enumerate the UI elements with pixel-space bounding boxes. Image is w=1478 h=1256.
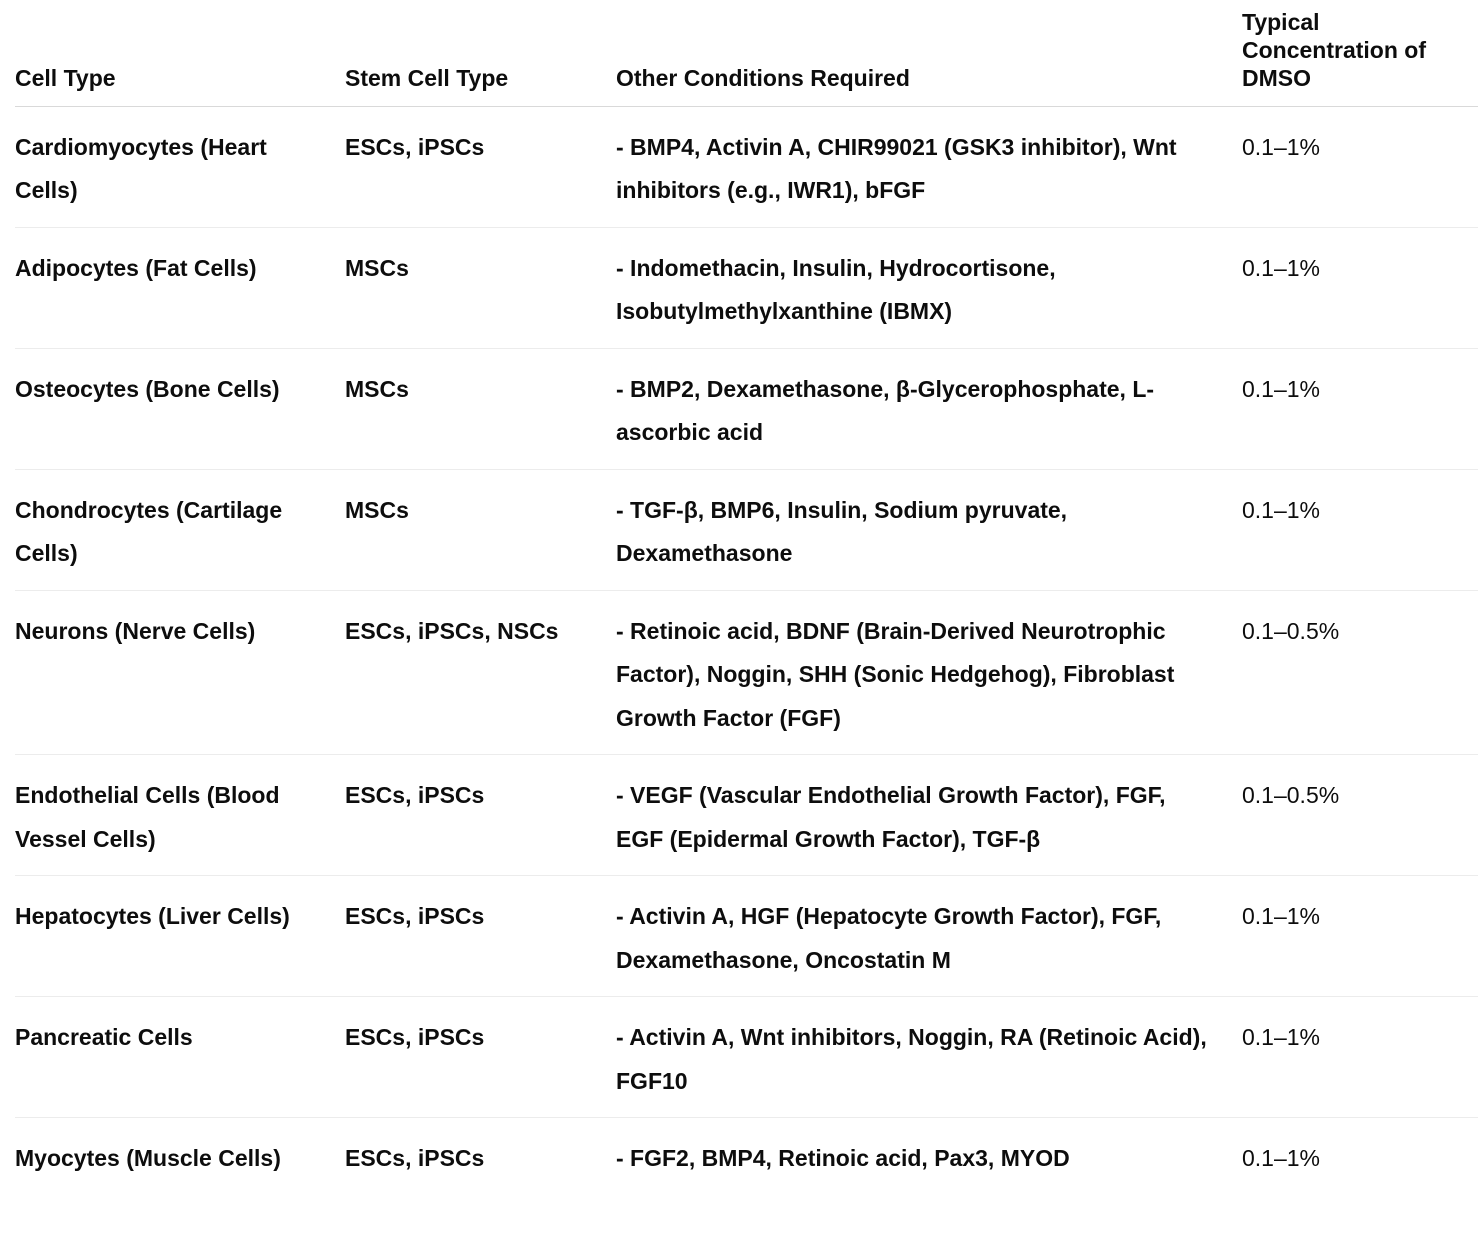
stem-cell-type: ESCs, iPSCs bbox=[345, 106, 616, 227]
dmso-concentration: 0.1–1% bbox=[1242, 997, 1478, 1118]
table-row bbox=[15, 997, 1478, 1118]
dmso-concentration: 0.1–1% bbox=[1242, 469, 1478, 590]
conditions: - Activin A, HGF (Hepatocyte Growth Factor), FGF, Dexamethasone, Oncostatin M bbox=[616, 876, 1242, 997]
cell-type: Chondrocytes (Cartilage Cells) bbox=[15, 469, 345, 590]
stem-cell-type: ESCs, iPSCs, NSCs bbox=[345, 590, 616, 755]
table-header bbox=[15, 0, 1478, 106]
conditions: - VEGF (Vascular Endothelial Growth Factor), FGF, EGF (Epidermal Growth Factor), TGF-β bbox=[616, 755, 1242, 876]
conditions: - Retinoic acid, BDNF (Brain-Derived Neurotrophic Factor), Noggin, SHH (Sonic Hedgehog), Fibroblast Growth Factor (FGF) bbox=[616, 590, 1242, 755]
dmso-concentration: 0.1–1% bbox=[1242, 348, 1478, 469]
header-stem-cell-type: Stem Cell Type bbox=[345, 0, 616, 106]
conditions: - FGF2, BMP4, Retinoic acid, Pax3, MYOD bbox=[616, 1145, 1070, 1171]
cell-type: Hepatocytes (Liver Cells) bbox=[15, 876, 345, 997]
cell-type: Neurons (Nerve Cells) bbox=[15, 590, 345, 755]
table-row bbox=[15, 1118, 1478, 1195]
conditions: - BMP2, Dexamethasone, β-Glycerophosphate, L-ascorbic acid bbox=[616, 348, 1242, 469]
stem-cell-type: ESCs, iPSCs bbox=[345, 755, 616, 876]
table-body bbox=[15, 106, 1478, 1195]
table-row bbox=[15, 227, 1478, 348]
conditions: - Indomethacin, Insulin, Hydrocortisone, Isobutylmethylxanthine (IBMX) bbox=[616, 227, 1242, 348]
table-row bbox=[15, 348, 1478, 469]
dmso-concentration: 0.1–1% bbox=[1242, 1145, 1321, 1171]
conditions: - BMP4, Activin A, CHIR99021 (GSK3 inhibitor), Wnt inhibitors (e.g., IWR1), bFGF bbox=[616, 106, 1242, 227]
cell-type: Pancreatic Cells bbox=[15, 997, 345, 1118]
table-row bbox=[15, 876, 1478, 997]
table-row bbox=[15, 590, 1478, 755]
differentiation-table-container bbox=[15, 0, 1478, 1195]
dmso-concentration: 0.1–1% bbox=[1242, 227, 1478, 348]
cell-type: Adipocytes (Fat Cells) bbox=[15, 227, 345, 348]
cell-type: Cardiomyocytes (Heart Cells) bbox=[15, 106, 345, 227]
conditions: - TGF-β, BMP6, Insulin, Sodium pyruvate, Dexamethasone bbox=[616, 469, 1242, 590]
dmso-concentration: 0.1–1% bbox=[1242, 876, 1478, 997]
stem-cell-type: MSCs bbox=[345, 227, 616, 348]
dmso-concentration: 0.1–0.5% bbox=[1242, 590, 1478, 755]
stem-cell-type: ESCs, iPSCs bbox=[345, 876, 616, 997]
header-dmso-concentration: Typical Concentration of DMSO bbox=[1242, 0, 1478, 106]
stem-cell-type: ESCs, iPSCs bbox=[345, 1145, 485, 1171]
cell-type: Osteocytes (Bone Cells) bbox=[15, 348, 345, 469]
stem-cell-type: MSCs bbox=[345, 348, 616, 469]
table-row bbox=[15, 106, 1478, 227]
conditions: - Activin A, Wnt inhibitors, Noggin, RA (Retinoic Acid), FGF10 bbox=[616, 997, 1242, 1118]
dmso-concentration: 0.1–1% bbox=[1242, 106, 1478, 227]
cell-type: Endothelial Cells (Blood Vessel Cells) bbox=[15, 755, 345, 876]
stem-cell-type: MSCs bbox=[345, 469, 616, 590]
header-other-conditions: Other Conditions Required bbox=[616, 0, 1242, 106]
header-row bbox=[15, 0, 1478, 106]
header-cell-type: Cell Type bbox=[15, 0, 345, 106]
table-row bbox=[15, 755, 1478, 876]
stem-cell-type: ESCs, iPSCs bbox=[345, 997, 616, 1118]
table-row bbox=[15, 469, 1478, 590]
cell-type: Myocytes (Muscle Cells) bbox=[15, 1145, 281, 1171]
dmso-concentration: 0.1–0.5% bbox=[1242, 755, 1478, 876]
differentiation-table bbox=[15, 0, 1478, 1195]
